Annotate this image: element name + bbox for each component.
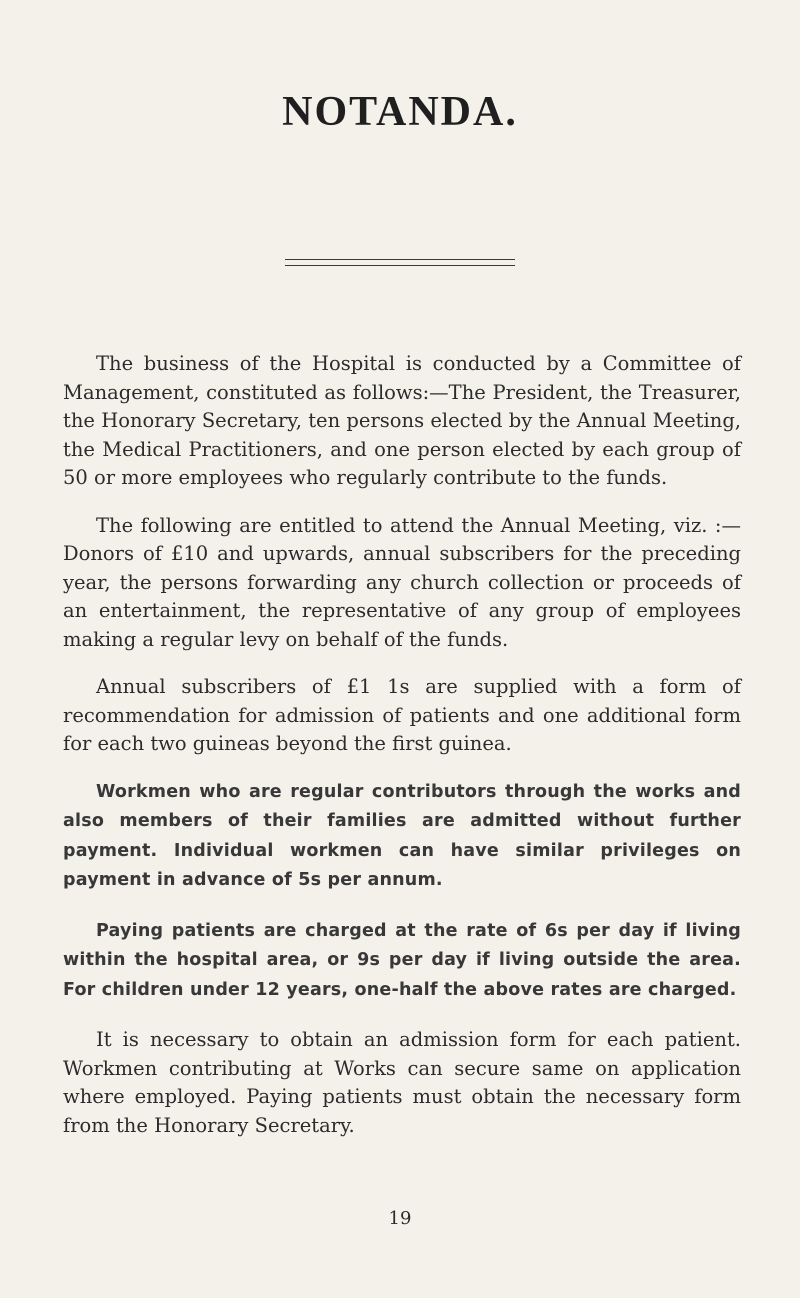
title-divider-bottom xyxy=(285,265,515,266)
body-text xyxy=(63,350,741,1159)
paragraph-committee: The business of the Hospital is conducted by a Committee of Management, constituted as follows:—The President, the Treasurer, the Honorary Secretary, ten persons elected by the Annual Meeting, the Medical Practitioners, and one person elected by each group of 50 or more employees who regularly contribute to the funds. xyxy=(63,352,741,489)
paragraph-paying-patients: Paying patients are charged at the rate of 6s per day if living within the hospital area, or 9s per day if living outside the area. For children under 12 years, one-half the above rates are charged. xyxy=(63,920,741,1000)
title-divider-top xyxy=(285,259,515,260)
paragraph-subscribers: Annual subscribers of £1 1s are supplied with a form of recommendation for admission of patients and one additional form for each two guineas beyond the first guinea. xyxy=(63,675,741,755)
paragraph-admission-form: It is necessary to obtain an admission form for each patient. Workmen contributing at Works can secure same on application where employed. Paying patients must obtain the necessary form from the Honorary Secretary. xyxy=(63,1028,741,1137)
page-title: NOTANDA. xyxy=(282,89,518,135)
paragraph-annual-meeting: The following are entitled to attend the Annual Meeting, viz. :—Donors of £10 and upwards, annual subscribers for the preceding year, the persons forwarding any church collection or proceeds of an entertainment, the representative of any group of employees making a regular levy on behalf of the funds. xyxy=(63,513,741,651)
page-number: 19 xyxy=(388,1208,412,1229)
paragraph-workmen: Workmen who are regular contributors through the works and also members of their families are admitted without further payment. Individual workmen can have similar privileges on payment in advance of 5s per annum. xyxy=(63,781,741,890)
